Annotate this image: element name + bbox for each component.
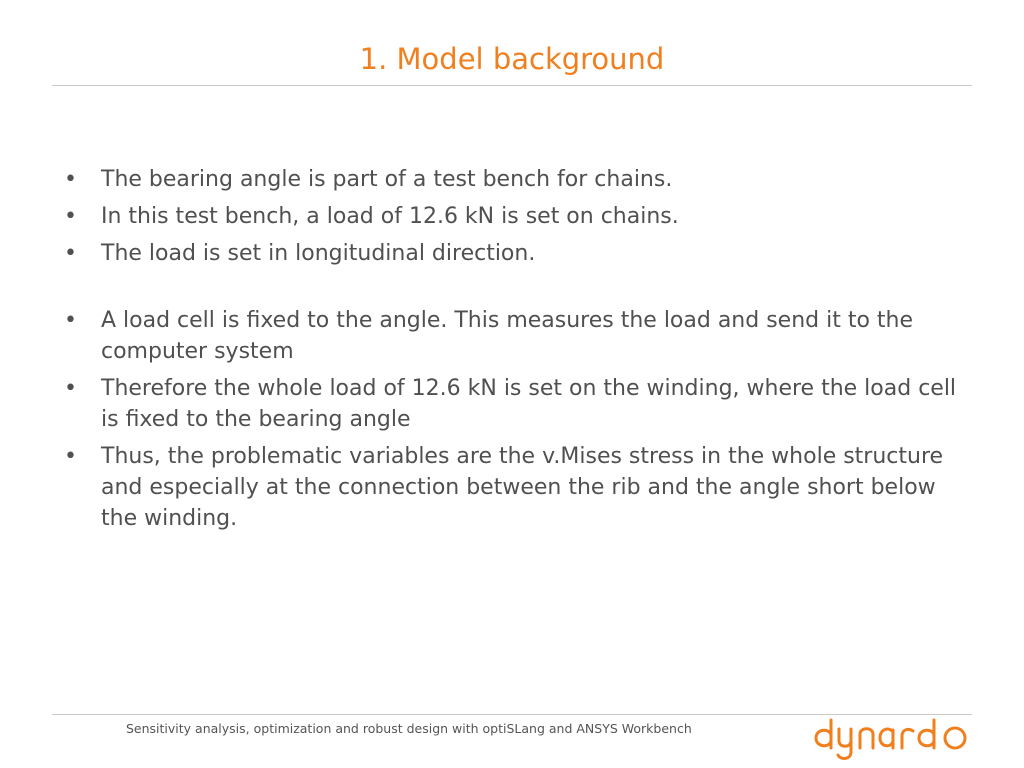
bullet-marker: • <box>64 376 77 401</box>
bullet-text: In this test bench, a load of 12.6 kN is set on chains. <box>101 204 679 229</box>
bullet-list <box>60 164 970 540</box>
slide-title: 1. Model background <box>359 42 665 76</box>
bullet-text: The load is set in longitudinal direction. <box>101 241 536 266</box>
title-divider <box>52 85 972 86</box>
bullet-marker: • <box>64 204 77 229</box>
dynardo-logo <box>812 710 974 762</box>
bullet-text: A load cell is fixed to the angle. This measures the load and send it to the computer system <box>101 308 914 364</box>
bullet-item <box>60 201 970 232</box>
bullet-item <box>60 238 970 269</box>
footer-caption: Sensitivity analysis, optimization and robust design with optiSLang and ANSYS Workbench <box>126 721 692 736</box>
bullet-text: Thus, the problematic variables are the v.Mises stress in the whole structure and especially at the connection between the rib and the angle short below the winding. <box>101 444 944 531</box>
bullet-item <box>60 441 970 534</box>
bullet-marker: • <box>64 167 77 192</box>
bullet-item <box>60 373 970 435</box>
bullet-marker: • <box>64 308 77 333</box>
bullet-text: Therefore the whole load of 12.6 kN is set on the winding, where the load cell is fixed to the bearing angle <box>101 376 957 432</box>
bullet-marker: • <box>64 444 77 469</box>
bullet-item <box>60 305 970 367</box>
bullet-marker: • <box>64 241 77 266</box>
bullet-item <box>60 164 970 195</box>
bullet-text: The bearing angle is part of a test bench for chains. <box>101 167 673 192</box>
